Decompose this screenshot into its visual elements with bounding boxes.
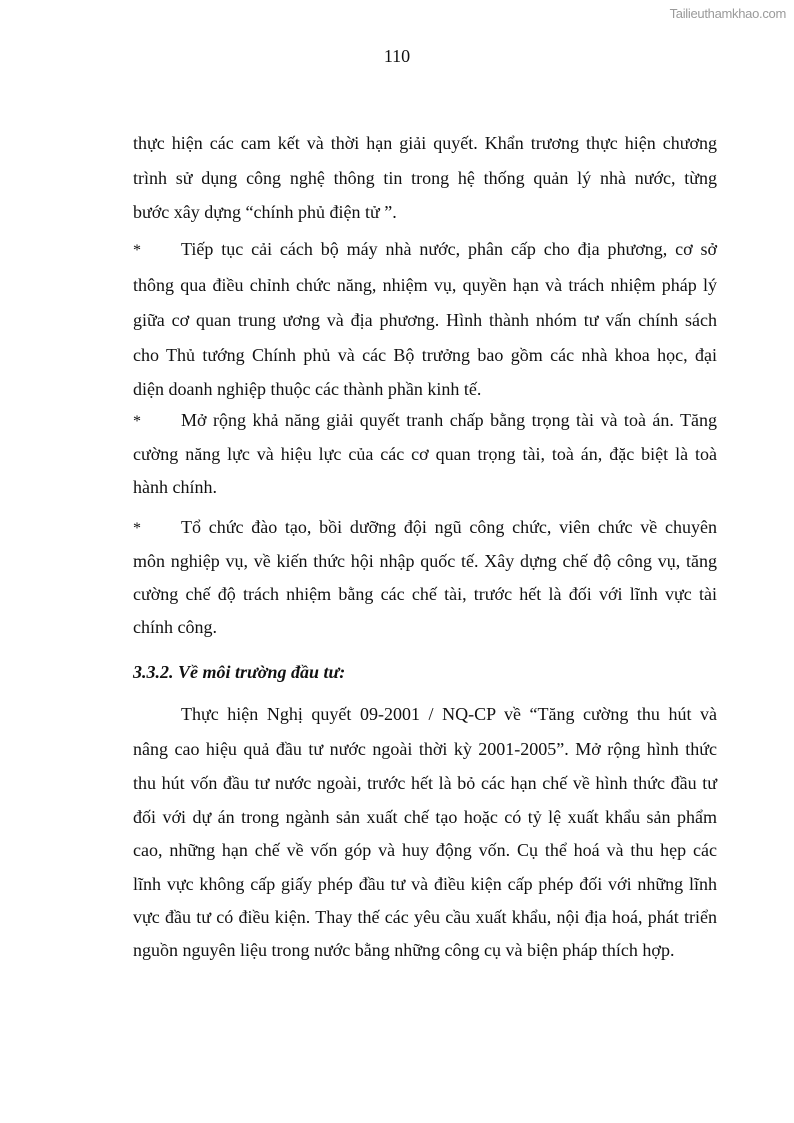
text-line: môn nghiệp vụ, về kiến thức hội nhập quốc tế. Xây dựng chế độ công vụ, tăng [133,551,717,571]
page-number: 110 [383,46,411,66]
text-line: đối với dự án trong ngành sản xuất chế tạo hoặc có tỷ lệ xuất khẩu sản phẩm [133,807,717,827]
text-line: Tiếp tục cải cách bộ máy nhà nước, phân cấp cho địa phương, cơ sở [181,239,717,259]
text-line: cho Thủ tướng Chính phủ và các Bộ trưởng bao gồm các nhà khoa học, đại [133,345,717,365]
watermark: Tailieuthamkhao.com [669,6,786,21]
bullet-marker: * [133,413,141,430]
bullet-marker: * [133,520,141,537]
text-line: nguồn nguyên liệu trong nước bằng những công cụ và biện pháp thích hợp. [133,940,675,960]
text-line: bước xây dựng “chính phủ điện tử ”. [133,202,397,222]
text-line: hành chính. [133,477,217,497]
text-line: Thực hiện Nghị quyết 09-2001 / NQ-CP về “Tăng cường thu hút và [181,704,717,724]
text-line: cao, những hạn chế về vốn góp và huy động vốn. Cụ thể hoá và thu hẹp các [133,840,717,860]
text-line: cường chế độ trách nhiệm bằng các chế tài, trước hết là đối với lĩnh vực tài [133,584,717,604]
text-line: trình sử dụng công nghệ thông tin trong hệ thống quản lý nhà nước, từng [133,168,717,188]
text-line: giữa cơ quan trung ương và địa phương. Hình thành nhóm tư vấn chính sách [133,310,717,330]
text-line: diện doanh nghiệp thuộc các thành phần kinh tế. [133,379,482,399]
text-line: thực hiện các cam kết và thời hạn giải quyết. Khẩn trương thực hiện chương [133,133,717,153]
text-line: cường năng lực và hiệu lực của các cơ quan trọng tài, toà án, đặc biệt là toà [133,444,717,464]
text-line: Mở rộng khả năng giải quyết tranh chấp bằng trọng tài và toà án. Tăng [181,410,717,430]
text-line: lĩnh vực không cấp giấy phép đầu tư và điều kiện cấp phép đối với những lĩnh [133,874,717,894]
section-heading: 3.3.2. Về môi trường đầu tư: [133,662,346,682]
text-line: thu hút vốn đầu tư nước ngoài, trước hết là bỏ các hạn chế về hình thức đầu tư [133,773,717,793]
text-line: Tổ chức đào tạo, bồi dưỡng đội ngũ công chức, viên chức về chuyên [181,517,717,537]
bullet-marker: * [133,242,141,259]
text-line: vực đầu tư có điều kiện. Thay thế các yêu cầu xuất khẩu, nội địa hoá, phát triển [133,907,717,927]
text-line: chính công. [133,617,217,637]
text-line: thông qua điều chỉnh chức năng, nhiệm vụ, quyền hạn và trách nhiệm pháp lý [133,275,717,295]
text-line: nâng cao hiệu quả đầu tư nước ngoài thời kỳ 2001-2005”. Mở rộng hình thức [133,739,717,759]
